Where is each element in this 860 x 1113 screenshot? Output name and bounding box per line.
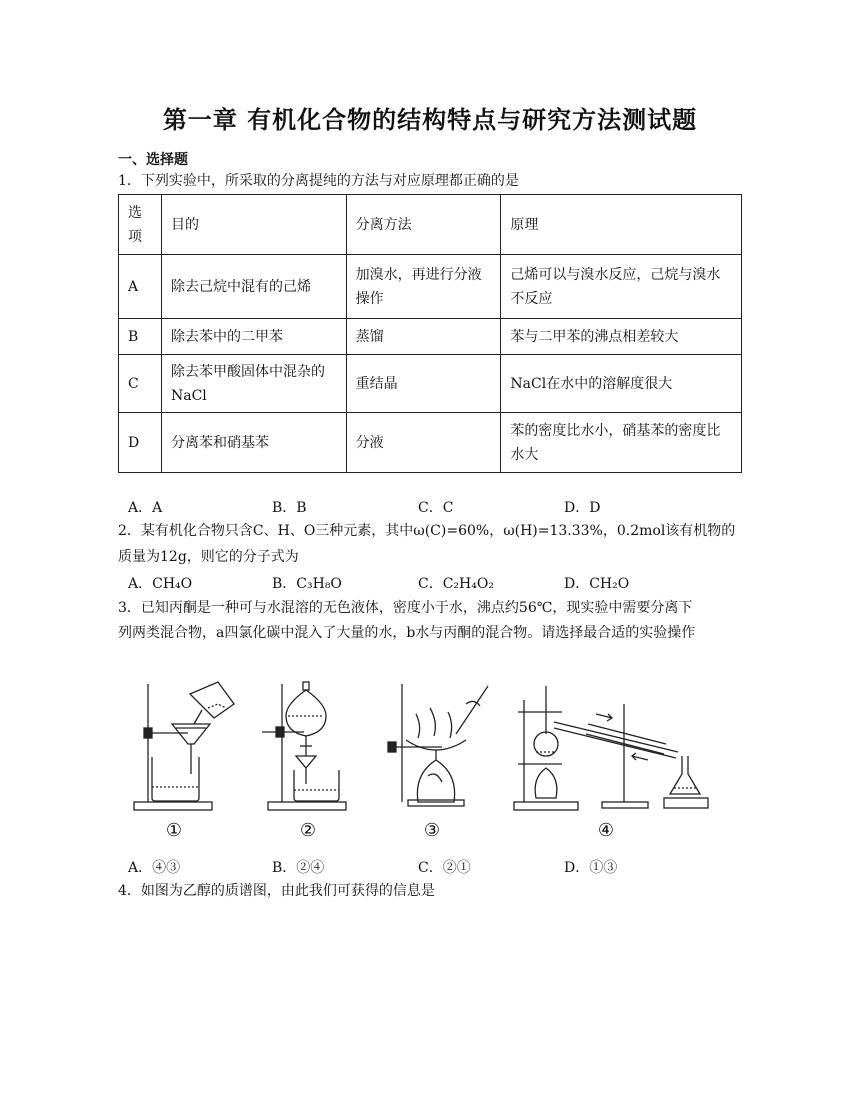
choice-a: A．A bbox=[128, 500, 163, 516]
row-method: 加溴水，再进行分液操作 bbox=[346, 255, 501, 319]
choice-c: C．C₂H₄O₂ bbox=[418, 576, 494, 592]
row-option: B bbox=[119, 319, 162, 355]
row-principle: 苯的密度比水小，硝基苯的密度比水大 bbox=[501, 413, 742, 473]
choice-b: B．B bbox=[272, 500, 307, 516]
header-method: 分离方法 bbox=[346, 195, 501, 255]
figure-label-1: ① bbox=[165, 820, 183, 841]
distillation-apparatus-icon bbox=[514, 686, 708, 810]
table-row bbox=[119, 413, 742, 473]
separatory-funnel-icon bbox=[262, 682, 346, 810]
row-principle: NaCl在水中的溶解度很大 bbox=[501, 355, 742, 413]
row-principle: 苯与二甲苯的沸点相差较大 bbox=[501, 319, 742, 355]
choice-c: C．②① bbox=[418, 860, 471, 876]
row-method: 分液 bbox=[346, 413, 501, 473]
question-1-choices bbox=[118, 497, 758, 517]
question-1-table bbox=[118, 194, 742, 473]
row-method: 重结晶 bbox=[346, 355, 501, 413]
choice-b: B．C₃H₈O bbox=[272, 576, 342, 592]
header-option: 选项 bbox=[119, 195, 162, 255]
table-row bbox=[119, 355, 742, 413]
table-header-row bbox=[119, 195, 742, 255]
row-option: A bbox=[119, 255, 162, 319]
question-3-stem-line1: 3．已知丙酮是一种可与水混溶的无色液体，密度小于水，沸点约56℃，现实验中需要分离下 bbox=[118, 600, 693, 616]
figure-label-3: ③ bbox=[423, 820, 441, 841]
row-purpose: 除去己烷中混有的己烯 bbox=[161, 255, 346, 319]
row-purpose: 除去苯甲酸固体中混杂的NaCl bbox=[161, 355, 346, 413]
section-heading: 一、选择题 bbox=[118, 152, 188, 168]
choice-c: C．C bbox=[418, 500, 454, 516]
choice-a: A．④③ bbox=[128, 860, 181, 876]
question-3-choices bbox=[118, 857, 758, 877]
row-option: C bbox=[119, 355, 162, 413]
question-2-stem-line1: 2．某有机化合物只含C、H、O三种元素，其中ω(C)=60%，ω(H)=13.33%，0.2mol该有机物的 bbox=[118, 523, 736, 539]
choice-d: D．CH₂O bbox=[564, 576, 630, 592]
row-purpose: 分离苯和硝基苯 bbox=[161, 413, 346, 473]
question-2-stem-line2: 质量为12g，则它的分子式为 bbox=[118, 549, 299, 565]
row-purpose: 除去苯中的二甲苯 bbox=[161, 319, 346, 355]
header-purpose: 目的 bbox=[161, 195, 346, 255]
apparatus-figure bbox=[118, 664, 718, 844]
table-row bbox=[119, 255, 742, 319]
choice-d: D．①③ bbox=[564, 860, 618, 876]
evaporation-apparatus-icon bbox=[388, 684, 488, 806]
page-title: 第一章 有机化合物的结构特点与研究方法测试题 bbox=[162, 106, 698, 134]
row-option: D bbox=[119, 413, 162, 473]
question-1-stem: 1．下列实验中，所采取的分离提纯的方法与对应原理都正确的是 bbox=[118, 173, 519, 189]
header-principle: 原理 bbox=[501, 195, 742, 255]
choice-a: A．CH₄O bbox=[128, 576, 193, 592]
figure-label-2: ② bbox=[299, 820, 317, 841]
question-4-stem: 4．如图为乙醇的质谱图，由此我们可获得的信息是 bbox=[118, 883, 435, 899]
question-2-choices bbox=[118, 573, 758, 593]
row-principle: 己烯可以与溴水反应，己烷与溴水不反应 bbox=[501, 255, 742, 319]
choice-b: B．②④ bbox=[272, 860, 325, 876]
question-3-stem-line2: 列两类混合物，a四氯化碳中混入了大量的水，b水与丙酮的混合物。请选择最合适的实验操作 bbox=[118, 625, 696, 641]
filtration-apparatus-icon bbox=[134, 682, 234, 810]
choice-d: D．D bbox=[564, 500, 601, 516]
figure-label-4: ④ bbox=[597, 820, 615, 841]
table-row bbox=[119, 319, 742, 355]
row-method: 蒸馏 bbox=[346, 319, 501, 355]
